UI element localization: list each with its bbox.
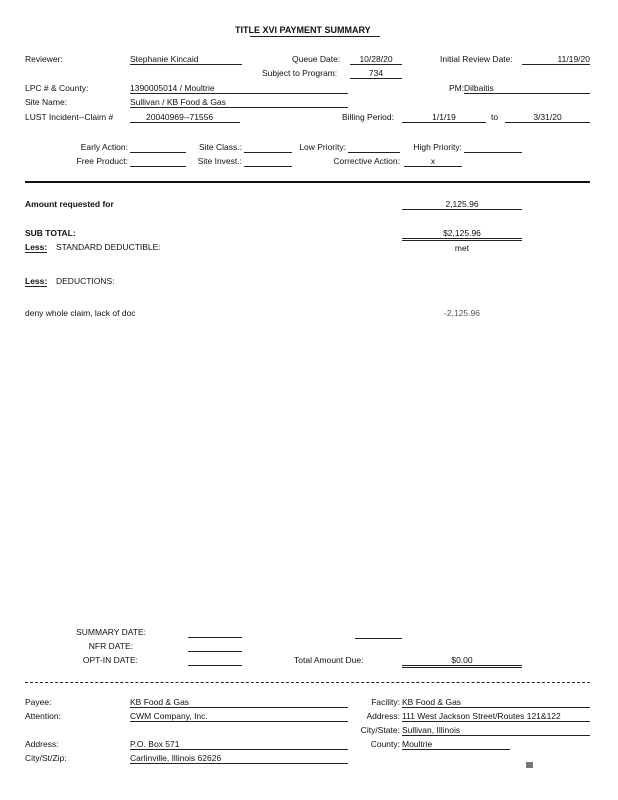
- deductions-label: DEDUCTIONS:: [56, 276, 115, 286]
- summary-right-line: [355, 638, 402, 639]
- free-product-label: Free Product:: [76, 156, 128, 166]
- fac-address-label: Address:: [366, 711, 400, 721]
- county-value: Moultrie: [402, 739, 510, 750]
- initial-review-value: 11/19/20: [522, 54, 590, 65]
- site-invest-value: [244, 156, 292, 167]
- low-priority-label: Low Priority:: [299, 142, 346, 152]
- scan-mark-icon: [526, 762, 533, 768]
- queue-date-value: 10/28/20: [350, 54, 402, 65]
- pm-label: PM:: [449, 83, 465, 93]
- attention-value: CWM Company, Inc.: [130, 711, 348, 722]
- lust-label: LUST Incident--Claim #: [25, 112, 114, 122]
- site-class-label: Site Class.:: [199, 142, 242, 152]
- reviewer-label: Reviewer:: [25, 54, 63, 64]
- fac-city-label: City/State:: [360, 725, 400, 735]
- fac-address-value: 111 West Jackson Street/Routes 121&122: [402, 711, 590, 722]
- corrective-label: Corrective Action:: [333, 156, 400, 166]
- lpc-value: 1390005014 / Moultrie: [130, 83, 348, 94]
- initial-review-label: Initial Review Date:: [440, 54, 513, 64]
- fac-city-value: Sullivan, Illinois: [402, 725, 590, 736]
- requested-value: 2,125.96: [402, 199, 522, 210]
- high-priority-value: [464, 142, 522, 153]
- pm-value: Dilbaitis: [464, 83, 590, 94]
- subtotal-value: $2,125.96: [402, 228, 522, 239]
- summary-date-label: SUMMARY DATE:: [76, 627, 146, 637]
- site-name-value: Sullivan / KB Food & Gas: [130, 97, 348, 108]
- page-title: TITLE XVI PAYMENT SUMMARY: [235, 25, 371, 35]
- queue-date-label: Queue Date:: [292, 54, 341, 64]
- subtotal-label: SUB TOTAL:: [25, 228, 76, 238]
- nfr-date-value: [188, 641, 242, 652]
- total-label: Total Amount Due:: [294, 655, 364, 665]
- deductible-label: STANDARD DEDUCTIBLE:: [56, 242, 161, 252]
- city-label: City/St/Zip:: [25, 753, 67, 763]
- billing-label: Billing Period:: [342, 112, 394, 122]
- deduction-value: -2,125.96: [444, 308, 480, 318]
- county-label: County:: [370, 739, 400, 749]
- billing-from: 1/1/19: [402, 112, 486, 123]
- subtotal-double-line: [402, 240, 522, 241]
- facility-label: Facility:: [371, 697, 400, 707]
- facility-value: KB Food & Gas: [402, 697, 590, 708]
- address-value: P.O. Box 571: [130, 739, 348, 750]
- billing-to: 3/31/20: [505, 112, 590, 123]
- subject-value: 734: [350, 68, 402, 79]
- total-double-line: [402, 667, 522, 668]
- address-label: Address:: [25, 739, 59, 749]
- reviewer-value: Stephanie Kincaid: [130, 54, 242, 65]
- payee-label: Payee:: [25, 697, 52, 707]
- header-divider: [25, 181, 590, 183]
- city-value: Carlinville, Illinois 62626: [130, 753, 348, 764]
- opt-in-label: OPT-IN DATE:: [82, 655, 138, 665]
- opt-in-value: [188, 655, 242, 666]
- payee-value: KB Food & Gas: [130, 697, 348, 708]
- lust-value: 20040969--71556: [130, 112, 240, 123]
- site-invest-label: Site Invest.:: [197, 156, 242, 166]
- title-underline: [250, 36, 380, 37]
- total-value: $0.00: [402, 655, 522, 666]
- deductible-value: met: [454, 243, 470, 253]
- billing-to-word: to: [491, 112, 499, 122]
- corrective-value: x: [404, 156, 462, 167]
- less-deductible-prefix: Less:: [25, 242, 48, 252]
- high-priority-label: High Priority:: [413, 142, 462, 152]
- less-deductions-prefix: Less:: [25, 276, 48, 286]
- summary-date-value: [188, 627, 242, 638]
- payee-divider: [25, 682, 590, 683]
- deduction-text: deny whole claim, lack of doc: [25, 308, 136, 318]
- attention-label: Attention:: [25, 711, 61, 721]
- nfr-date-label: NFR DATE:: [88, 641, 133, 651]
- early-action-label: Early Action:: [80, 142, 128, 152]
- subject-label: Subject to Program:: [262, 68, 338, 78]
- requested-label: Amount requested for: [25, 199, 114, 209]
- site-name-label: Site Name:: [25, 97, 68, 107]
- lpc-label: LPC # & County:: [25, 83, 89, 93]
